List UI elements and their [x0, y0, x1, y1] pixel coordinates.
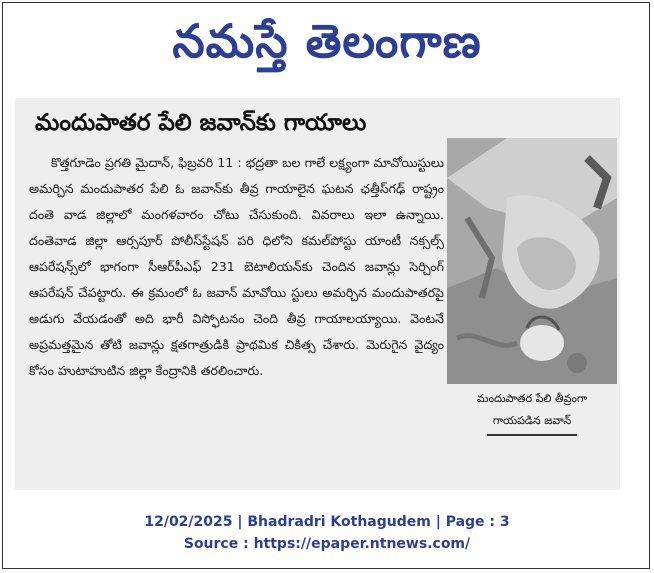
article-clipping	[15, 98, 620, 490]
photo-illustration	[447, 138, 617, 384]
article-body: కొత్తగూడెం ప్రగతి మైదాన్, ఫిబ్రవరి 11 : భద్రతా బల గాలే లక్ష్యంగా మావోయిస్టులు అమర్చిన మందుపాతర పేలి ఓ జవాన్‌కు తీవ్ర గాయాలైన ఘటన ఛత్తీస్‌గఢ్ రాష్ట్రం దంతె వాడ జిల్లాలో మంగళవారం చోటు చేసుకుంది. వివరాలు ఇలా ఉన్నాయి. దంతెవాడ జిల్లా ఆర్సపూర్ పోలీస్‌స్టేషన్ పరి ధిలోని కమల్‌పోస్టు యాంటీ నక్సల్స్ ఆపరేషన్స్‌లో భాగంగా సీఆర్‌పీఎఫ్ 231 బెటాలియన్‌కు చెందిన జవాన్లు సెర్చింగ్ ఆపరేషన్ చేపట్టారు. ఈ క్రమంలో ఓ జవాన్ మావోయి స్టులు అమర్చిన మందుపాతరపై అడుగు వేయడంతో అది భారీ విస్ఫోటనం చెంది తీవ్ర గాయాలయ్యాయి. వెంటనే అప్రమత్తమైన తోటి జవాన్లు క్షతగాత్రుడికి ప్రాథమిక చికిత్స చేశారు. మెరుగైన వైద్యం కోసం హుటాహుటిన జిల్లా కేంద్రానికి తరలించారు.	[29, 155, 444, 378]
photo-caption	[447, 388, 617, 434]
newspaper-masthead: నమస్తే తెలంగాణ	[172, 14, 482, 68]
article-photo-block	[447, 138, 617, 484]
article-headline: మందుపాతర పేలి జవాన్‌కు గాయాలు	[35, 110, 367, 136]
injured-jawan-photo	[447, 138, 617, 384]
photo-caption-line2: గాయపడిన జవాన్	[493, 410, 571, 434]
photo-caption-line1: మందుపాతర పేలి తీవ్రంగా	[476, 392, 588, 405]
edition-info: 12/02/2025 | Bhadradri Kothagudem | Page : 3	[144, 514, 510, 530]
source-link[interactable]: Source : https://epaper.ntnews.com/	[183, 536, 471, 552]
